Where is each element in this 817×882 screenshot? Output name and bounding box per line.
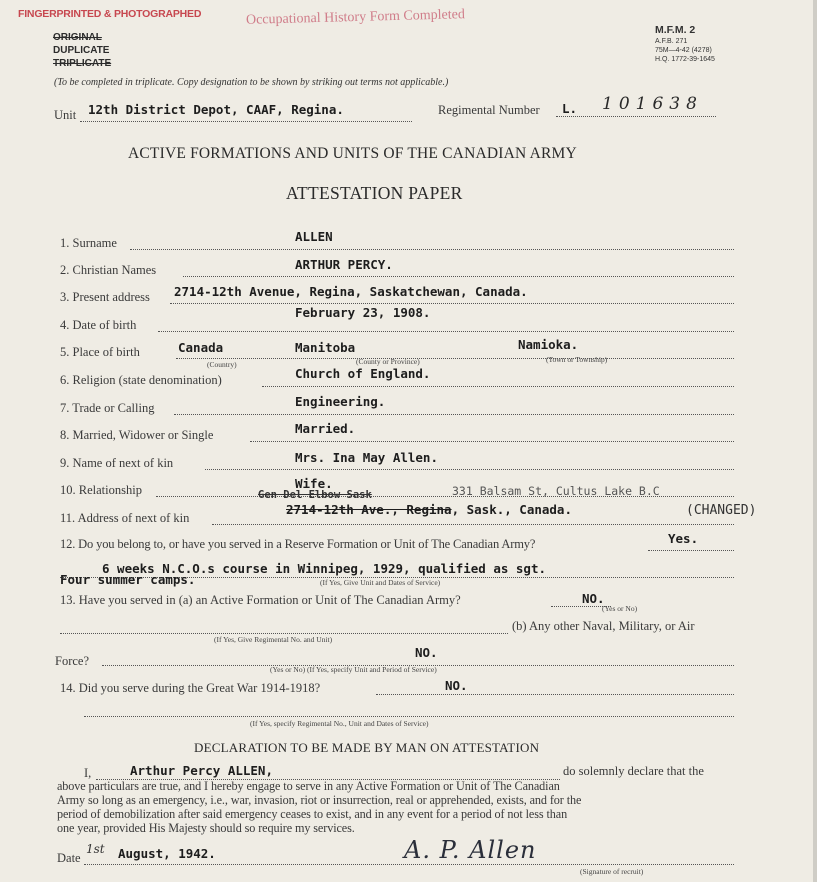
date-of-birth-value: February 23, 1908. (295, 305, 431, 320)
birth-province-caption: (County or Province) (356, 357, 420, 366)
birth-province: Manitoba (295, 340, 356, 355)
surname-value: ALLEN (295, 229, 333, 244)
unit-value: 12th District Depot, CAAF, Regina. (88, 102, 344, 117)
regimental-number-line (556, 116, 716, 117)
date-label: Date (57, 851, 81, 865)
surname-line (130, 249, 734, 250)
q13-unit-line (60, 633, 508, 634)
declaration-name: Arthur Percy ALLEN, (130, 763, 273, 778)
present-address-value: 2714-12th Avenue, Regina, Saskatchewan, Canada. (174, 284, 528, 299)
q12-caption: (If Yes, Give Unit and Dates of Service) (320, 578, 441, 587)
place-of-birth-line (176, 358, 734, 359)
declaration-line3: Army so long as an emergency, i.e., war, invasion, riot or insurrection, real or apprehended, exists, and for the (57, 793, 582, 807)
q12-detail2: Four summer camps. (60, 572, 196, 587)
marital-status-line (250, 441, 734, 442)
declaration-line2: above particulars are true, and I hereby engage to serve in any Active Formation or Unit of The Canadian (57, 779, 560, 793)
q13-answer-b: NO. (415, 645, 438, 660)
q12-text: 12. Do you belong to, or have you served in a Reserve Formation or Unit of The Canadian Army? (60, 537, 536, 551)
declaration-prefix: I, (84, 766, 92, 780)
next-of-kin-value: Mrs. Ina May Allen. (295, 450, 438, 465)
place-of-birth-label: 5. Place of birth (60, 345, 140, 359)
recruit-signature: A. P. Allen (404, 836, 537, 864)
form-stock: 75M—4-42 (4278) (655, 47, 712, 54)
date-month-year: August, 1942. (118, 846, 216, 861)
next-of-kin-line (205, 469, 734, 470)
heading-formations: ACTIVE FORMATIONS AND UNITS OF THE CANADIAN ARMY (128, 145, 577, 162)
declaration-line4: period of demobilization after said emergency ceases to exist, and in any event for a period of not less than (57, 807, 568, 821)
q14-answer: NO. (445, 678, 468, 693)
form-hq: H.Q. 1772-39-1645 (655, 56, 715, 63)
q14-detail-line (84, 716, 734, 717)
q13-caption2: (Yes or No) (If Yes, specify Unit and Period of Service) (270, 665, 437, 674)
kin-address-new: 331 Balsam St, Cultus Lake B.C (452, 484, 660, 498)
copy-original: ORIGINAL (53, 32, 102, 43)
fingerprinted-stamp: FINGERPRINTED & PHOTOGRAPHED (18, 8, 202, 20)
date-of-birth-line (158, 331, 734, 332)
q12-answer: Yes. (668, 531, 699, 546)
present-address-line (170, 303, 734, 304)
kin-address-rest: , Sask., Canada. (451, 502, 572, 517)
kin-address-struck-over: Gen Del Elbow Sask (258, 489, 372, 501)
birth-country-caption: (Country) (207, 360, 237, 369)
instruction: (To be completed in triplicate. Copy designation to be shown by striking out terms not applicable.) (54, 77, 449, 88)
date-day: 1st (86, 842, 105, 856)
next-of-kin-label: 9. Name of next of kin (60, 456, 174, 470)
surname-label: 1. Surname (60, 236, 117, 250)
q12-answer-line (648, 550, 734, 551)
form-afb: A.F.B. 271 (655, 38, 688, 45)
christian-names-value: ARTHUR PERCY. (295, 257, 393, 272)
q12-detail1: 6 weeks N.C.O.s course in Winnipeg, 1929, qualified as sgt. (102, 561, 547, 576)
date-of-birth-label: 4. Date of birth (60, 318, 137, 332)
relationship-value: Wife. (295, 476, 333, 491)
occupational-history-stamp: Occupational History Form Completed (245, 7, 466, 28)
q13-b-text: (b) Any other Naval, Military, or Air (512, 619, 695, 633)
christian-names-line (183, 276, 734, 277)
q13-yes-no: (Yes or No) (602, 604, 638, 613)
signature-caption: (Signature of recruit) (580, 867, 644, 876)
date-line (84, 864, 734, 865)
force-label: Force? (55, 654, 90, 668)
trade-value: Engineering. (295, 394, 386, 409)
present-address-label: 3. Present address (60, 290, 150, 304)
kin-address-value (286, 502, 572, 517)
q13-answer: NO. (582, 591, 605, 606)
q13-caption1: (If Yes, Give Regimental No. and Unit) (214, 635, 333, 644)
religion-line (262, 386, 734, 387)
unit-line (80, 121, 412, 122)
kin-address-old-struck: 2714-12th Ave., Regina (286, 502, 452, 517)
religion-value: Church of England. (295, 366, 431, 381)
regimental-number-label: Regimental Number (438, 103, 540, 117)
heading-attestation-paper: ATTESTATION PAPER (286, 183, 463, 203)
declaration-line5: one year, provided His Majesty should so require my services. (57, 821, 355, 835)
regimental-number-value: 101638 (602, 94, 703, 114)
q14-text: 14. Did you serve during the Great War 1914-1918? (60, 681, 321, 695)
marital-status-label: 8. Married, Widower or Single (60, 428, 214, 442)
kin-address-changed: (CHANGED) (686, 503, 757, 518)
copy-duplicate: DUPLICATE (53, 45, 110, 56)
birth-town-caption: (Town or Township) (546, 355, 608, 364)
copy-triplicate: TRIPLICATE (53, 58, 112, 69)
trade-line (174, 414, 734, 415)
form-code (655, 24, 715, 64)
religion-label: 6. Religion (state denomination) (60, 373, 222, 387)
q14-caption: (If Yes, specify Regimental No., Unit and Dates of Service) (250, 719, 429, 728)
birth-town: Namioka. (518, 337, 579, 352)
q13-text: 13. Have you served in (a) an Active Formation or Unit of The Canadian Army? (60, 593, 461, 607)
declaration-heading: DECLARATION TO BE MADE BY MAN ON ATTESTATION (194, 740, 540, 755)
trade-label: 7. Trade or Calling (60, 401, 155, 415)
declaration-line1-end: do solemnly declare that the (563, 764, 704, 778)
unit-label: Unit (54, 108, 77, 122)
relationship-label: 10. Relationship (60, 483, 142, 497)
christian-names-label: 2. Christian Names (60, 263, 157, 277)
form-mfm: M.F.M. 2 (655, 24, 696, 36)
marital-status-value: Married. (295, 421, 356, 436)
birth-country: Canada (178, 340, 224, 355)
kin-address-line (212, 524, 734, 525)
regimental-number-prefix: L. (562, 101, 578, 116)
kin-address-label: 11. Address of next of kin (60, 511, 190, 525)
q14-answer-line (376, 694, 734, 695)
copy-designation (53, 31, 111, 70)
